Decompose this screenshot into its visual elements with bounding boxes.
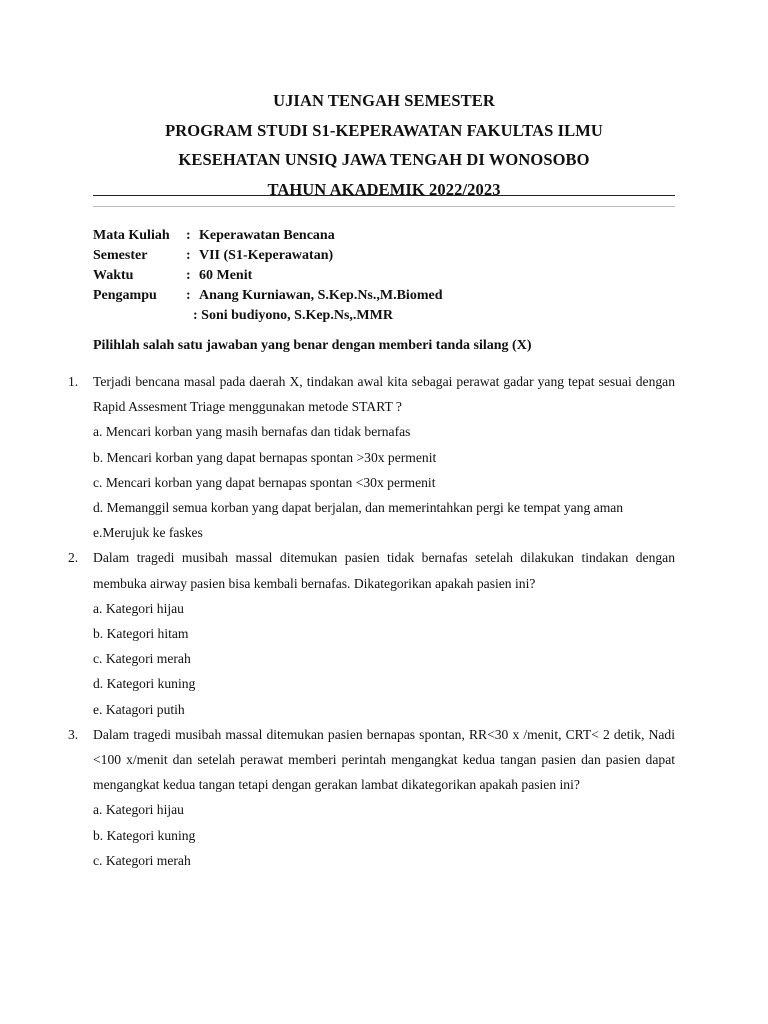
info-value: VII (S1-Keperawatan) [199,248,334,263]
question-number: 3. [68,726,79,742]
answer-option: a. Mencari korban yang masih bernafas dan tidak bernafas [93,424,411,440]
info-label: Mata Kuliah [93,228,170,243]
answer-option: a. Kategori hijau [93,600,184,616]
header-title: UJIAN TENGAH SEMESTER [273,91,495,110]
instruction-text: Pilihlah salah satu jawaban yang benar dengan memberi tanda silang (X) [93,338,532,353]
answer-option: d. Memanggil semua korban yang dapat berjalan, dan memerintahkan pergi ke tempat yang aman [93,500,624,516]
question-2 [68,545,675,721]
info-colon: : [186,268,191,283]
header-divider-secondary [93,206,675,207]
answer-option: b. Mencari korban yang dapat bernapas spontan >30x permenit [93,449,437,465]
info-value: Keperawatan Bencana [199,228,335,243]
question-number: 1. [68,374,79,389]
answer-option: b. Kategori kuning [93,827,196,843]
info-colon: : [186,288,191,303]
info-label: Waktu [93,268,134,283]
info-label: Pengampu [93,288,157,303]
header-program: PROGRAM STUDI S1-KEPERAWATAN FAKULTAS ILMU [165,120,603,140]
answer-option: c. Kategori merah [93,651,191,667]
question-number: 2. [68,550,79,566]
info-label: Semester [93,248,148,263]
question-1 [68,369,675,545]
answer-option: d. Kategori kuning [93,676,196,692]
header-academic-year: TAHUN AKADEMIK 2022/2023 [267,180,501,200]
answer-option: e.Merujuk ke faskes [93,525,203,541]
info-value: 60 Menit [199,268,253,283]
answer-option: c. Kategori merah [93,852,191,868]
answer-option: e. Katagori putih [93,701,185,717]
question-3 [68,722,675,873]
header-faculty: KESEHATAN UNSIQ JAWA TENGAH DI WONOSOBO [178,150,590,170]
answer-option: a. Kategori hijau [93,802,184,818]
header-divider [93,195,675,196]
info-colon: : [186,228,191,243]
info-colon: : [186,248,191,263]
answer-option: b. Kategori hitam [93,626,189,642]
question-stem: Dalam tragedi musibah massal ditemukan pasien bernapas spontan, RR<30 x /menit, CRT< 2 detik, Nadi <100 x/menit dan setelah perawat memberi perintah mengangkat kedua tangan pasien dan pasien dapat mengangkat kedua tangan tetapi dengan gerakan lambat dikategorikan apakah pasien ini? [93,726,675,793]
answer-option: c. Mencari korban yang dapat bernapas spontan <30x permenit [93,474,436,490]
question-stem: Dalam tragedi musibah massal ditemukan pasien tidak bernafas setelah dilakukan tindakan dengan membuka airway pasien bisa kembali bernafas. Dikategorikan apakah pasien ini? [93,550,675,591]
info-value: : Soni budiyono, S.Kep.Ns,.MMR [193,308,393,323]
info-value: Anang Kurniawan, S.Kep.Ns.,M.Biomed [199,288,443,303]
question-list [68,369,675,873]
exam-header [0,86,768,205]
question-stem: Terjadi bencana masal pada daerah X, tindakan awal kita sebagai perawat gadar yang tepat sesuai dengan Rapid Assesment Triage menggunakan metode START ? [93,374,675,415]
